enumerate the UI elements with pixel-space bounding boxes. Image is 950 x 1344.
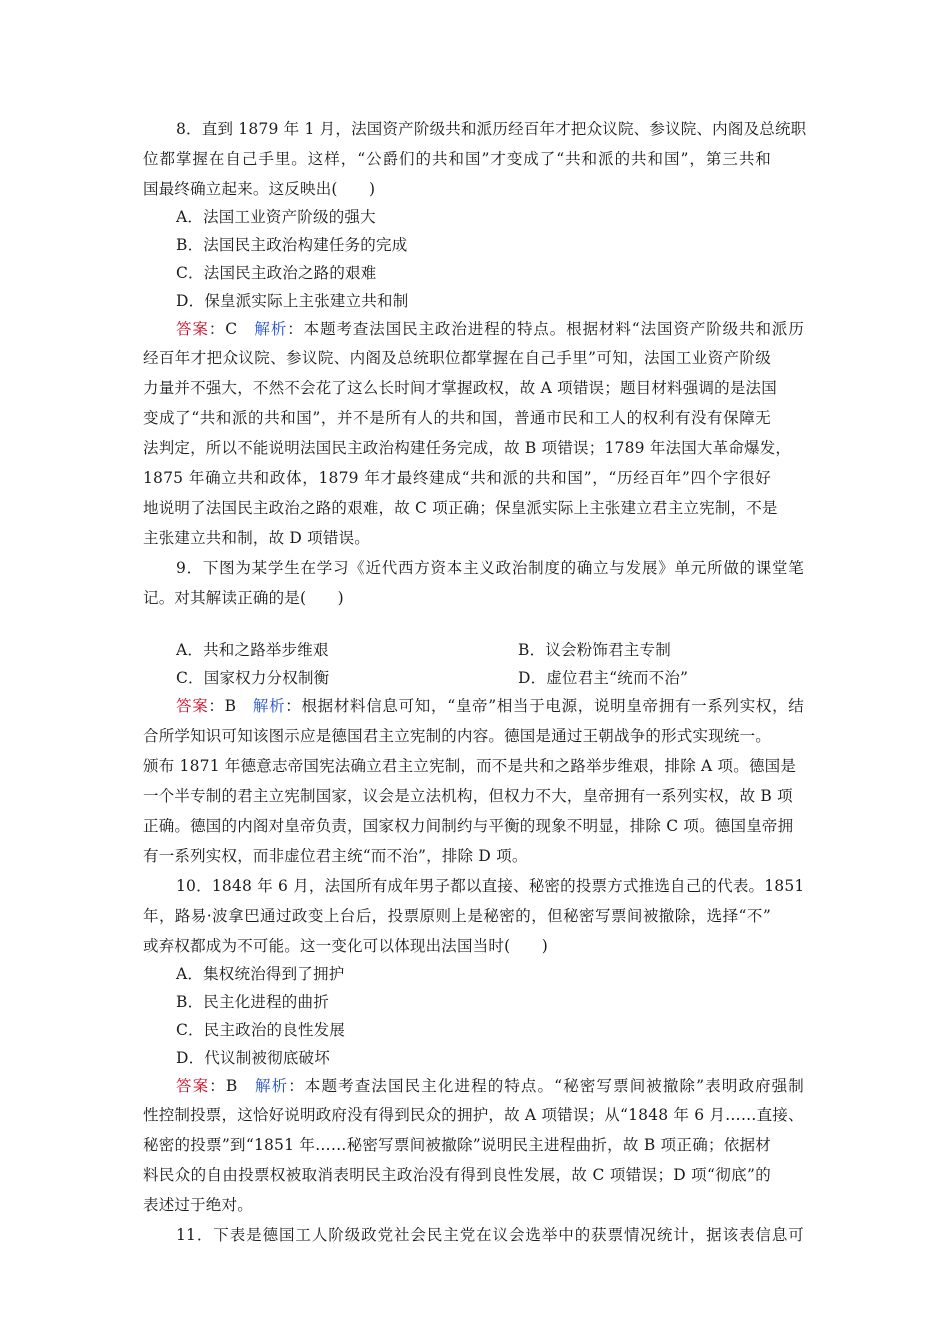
q10-stem-line-3: 或弃权都成为不可能。这一变化可以体现出法国当时( )	[143, 937, 548, 955]
q8-stem-line-3: 国最终确立起来。这反映出( )	[143, 180, 376, 198]
q10-option-d: D．代议制被彻底破坏	[176, 1049, 330, 1067]
q8-analysis-text: ：本题考查法国民主政治进程的特点。根据材料“法国资产阶级共和派历	[287, 320, 805, 338]
q10-analysis-line-5: 表述过于绝对。	[143, 1196, 253, 1214]
q10-stem-line-2: 年，路易·波拿巴通过政变上台后，投票原则上是秘密的，但秘密写票间被撤除，选择“不”	[143, 907, 771, 925]
q8-option-c: C．法国民主政治之路的艰难	[176, 264, 377, 282]
q10-answer-label: 答案	[176, 1077, 210, 1095]
q8-analysis-line-2: 经百年才把众议院、参议院、内阁及总统职位都掌握在自己手里”可知，法国工业资产阶级	[143, 349, 771, 367]
q9-answer-value: ：B	[208, 697, 237, 715]
q8-option-b: B．法国民主政治构建任务的完成	[176, 236, 408, 254]
q9-stem-line-2: 记。对其解读正确的是( )	[143, 589, 344, 607]
q9-answer-label: 答案	[176, 697, 209, 715]
q10-option-b: B．民主化进程的曲折	[176, 993, 329, 1011]
q8-option-a: A．法国工业资产阶级的强大	[176, 208, 376, 226]
q8-analysis-line-5: 法判定，所以不能说明法国民主政治构建任务完成，故 B 项错误；1789 年法国大革命爆发，	[143, 439, 792, 457]
q10-analysis-text: ：本题考查法国民主化进程的特点。“秘密写票间被撤除”表明政府强制	[288, 1077, 805, 1095]
q10-analysis-line-3: 秘密的投票”到“1851 年……秘密写票间被撤除”说明民主进程曲折，故 B 项正确；依据材	[143, 1136, 771, 1154]
q10-answer-value: ：B	[209, 1077, 238, 1095]
q8-stem-line-2: 位都掌握在自己手里。这样，“公爵们的共和国”才变成了“共和派的共和国”，第三共和	[143, 150, 771, 168]
q9-option-c: C．国家权力分权制衡	[176, 669, 330, 687]
q8-analysis-line-7: 地说明了法国民主政治之路的艰难，故 C 项正确；保皇派实际上主张建立君主立宪制，不是	[143, 499, 778, 517]
q8-answer-label: 答案	[176, 320, 209, 338]
q9-stem-line-1: 9．下图为某学生在学习《近代西方资本主义政治制度的确立与发展》单元所做的课堂笔	[176, 559, 804, 577]
q8-stem-line-1: 8．直到 1879 年 1 月，法国资产阶级共和派历经百年才把众议院、参议院、内阁及总统职	[176, 120, 807, 138]
q8-analysis-label: 解析	[254, 320, 288, 338]
q10-answer-line	[176, 1075, 804, 1097]
q9-analysis-line-3: 颁布 1871 年德意志帝国宪法确立君主立宪制，而不是共和之路举步维艰，排除 A 项。德国是	[143, 757, 797, 775]
q10-analysis-line-2: 性控制投票，这恰好说明政府没有得到民众的拥护，故 A 项错误；从“1848 年 6 月……直接、	[143, 1106, 804, 1124]
q8-analysis-line-4: 变成了“共和派的共和国”，并不是所有人的共和国，普通市民和工人的权利有没有保障无	[143, 409, 771, 427]
q9-option-b: B．议会粉饰君主专制	[518, 641, 671, 659]
q10-option-c: C．民主政治的良性发展	[176, 1021, 346, 1039]
q11-stem-line-1: 11．下表是德国工人阶级政党社会民主党在议会选举中的获票情况统计，据该表信息可	[176, 1226, 804, 1244]
q8-option-d: D．保皇派实际上主张建立共和制	[176, 292, 409, 310]
q9-analysis-line-6: 有一系列实权，而非虚位君主统“而不治”，排除 D 项。	[143, 847, 528, 865]
q9-analysis-label: 解析	[252, 697, 286, 715]
q9-analysis-line-2: 合所学知识可知该图示应是德国君主立宪制的内容。德国是通过王朝战争的形式实现统一。	[143, 727, 772, 745]
q9-analysis-text: ：根据材料信息可知，“皇帝”相当于电源，说明皇帝拥有一系列实权，结	[285, 697, 804, 715]
q9-option-d: D．虚位君主“统而不治”	[518, 669, 689, 687]
q9-option-a: A．共和之路举步维艰	[176, 641, 329, 659]
q8-analysis-line-3: 力量并不强大，不然不会花了这么长时间才掌握政权，故 A 项错误；题目材料强调的是法国	[143, 379, 777, 397]
q9-answer-line	[176, 695, 804, 717]
q8-analysis-line-6: 1875 年确立共和政体，1879 年才最终建成“共和派的共和国”，“历经百年”四个字很好	[143, 469, 771, 487]
q10-stem-line-1: 10．1848 年 6 月，法国所有成年男子都以直接、秘密的投票方式推选自己的代表。1851	[176, 877, 805, 895]
q9-analysis-line-5: 正确。德国的内阁对皇帝负责，国家权力间制约与平衡的现象不明显，排除 C 项。德国皇帝拥	[143, 817, 794, 835]
q9-analysis-line-4: 一个半专制的君主立宪制国家，议会是立法机构，但权力不大，皇帝拥有一系列实权，故 B 项	[143, 787, 793, 805]
q8-answer-line	[176, 318, 804, 340]
q10-analysis-label: 解析	[255, 1077, 289, 1095]
q8-answer-value: ：C	[208, 320, 238, 338]
q10-analysis-line-4: 料民众的自由投票权被取消表明民主政治没有得到良性发展，故 C 项错误；D 项“彻底”的	[143, 1166, 771, 1184]
q8-analysis-line-8: 主张建立共和制，故 D 项错误。	[143, 529, 370, 547]
q10-option-a: A．集权统治得到了拥护	[176, 965, 345, 983]
